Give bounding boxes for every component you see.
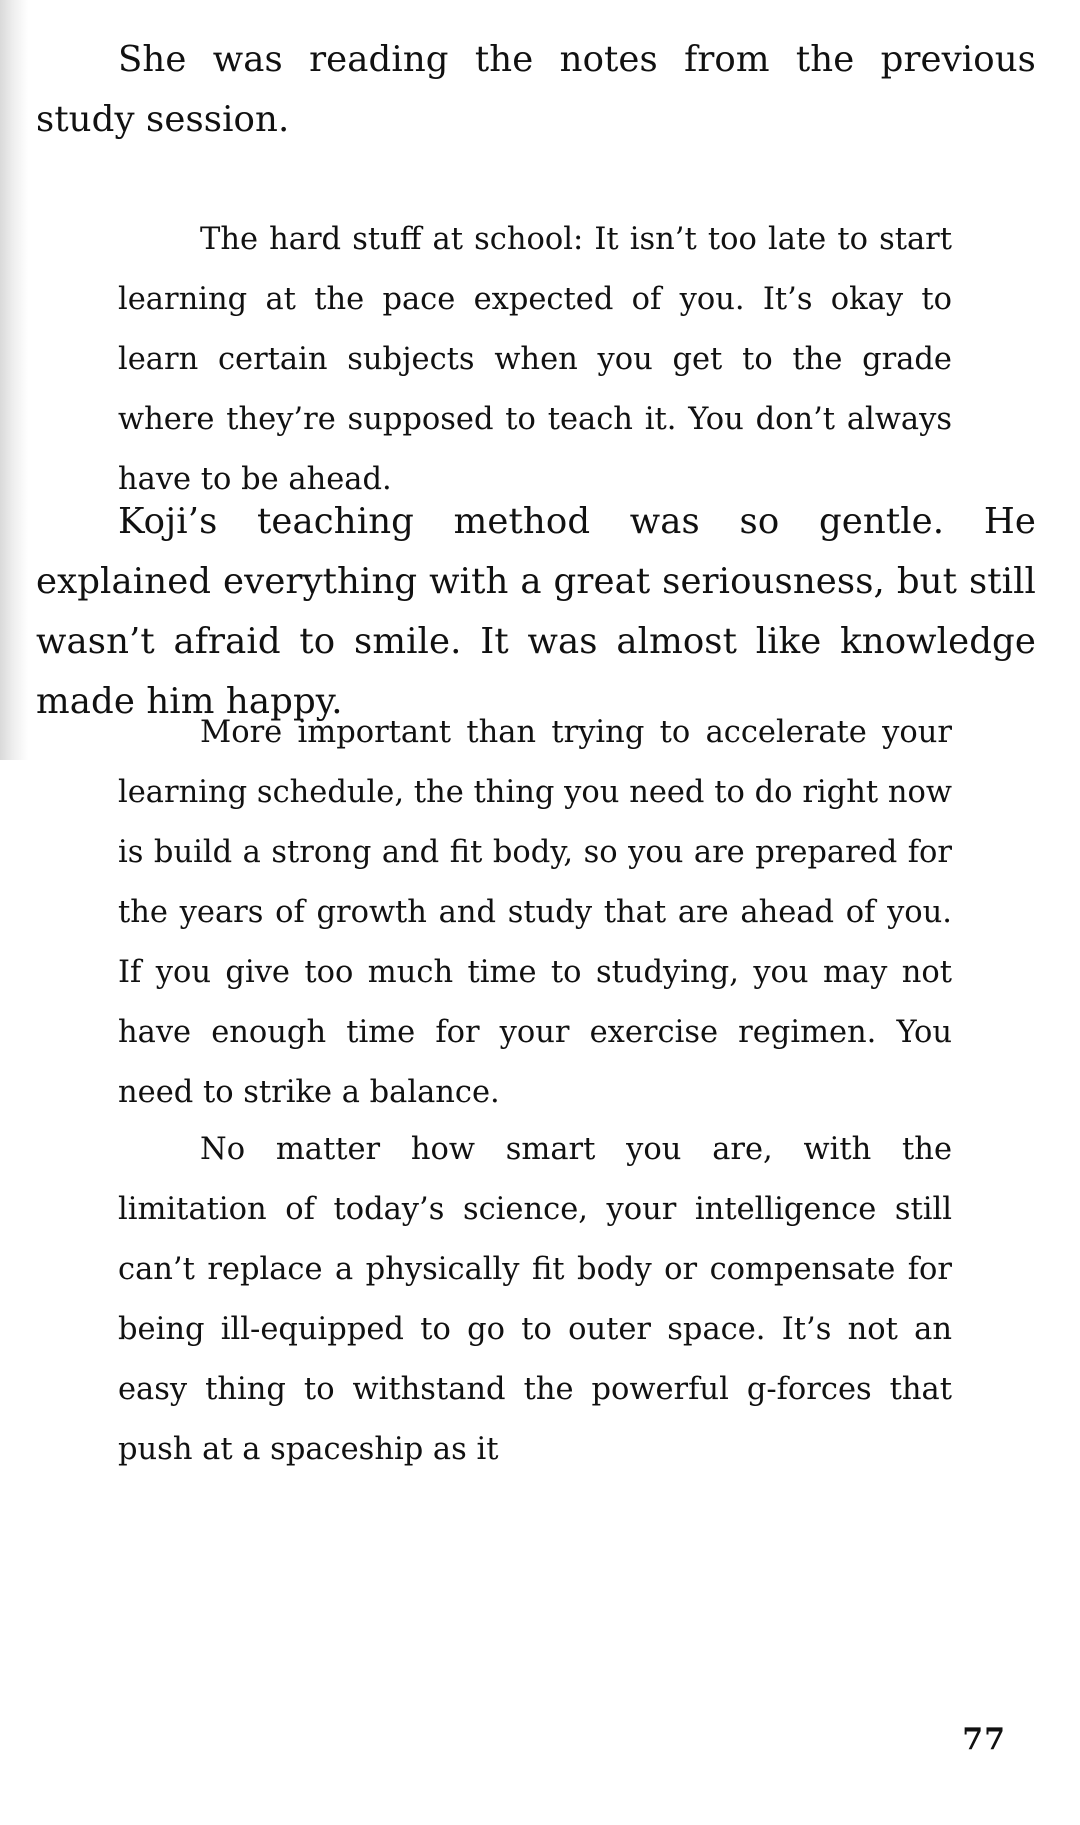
narrative-paragraph: Koji’s teaching method was so gentle. He explained everything with a great seriousness, but still wasn’t afraid to smile. It was almost like knowledge made him happy.	[36, 501, 1036, 722]
narrative-paragraph: She was reading the notes from the previous study session.	[36, 39, 1036, 140]
page-number: 77	[962, 1722, 1006, 1757]
study-note-paragraph: No matter how smart you are, with the limitation of today’s science, your intelligence still can’t replace a physically fit body or compensate for being ill-equipped to go to outer space. It’s not an easy thing to withstand the powerful g-forces that push at a spaceship as it	[118, 1132, 952, 1467]
study-note-paragraph: More important than trying to accelerate your learning schedule, the thing you need to do right now is build a strong and fit body, so you are prepared for the years of growth and study that are ahead of you. If you give too much time to studying, you may not have enough time for your exercise regimen. You need to strike a balance.	[118, 715, 952, 1110]
study-note-paragraph: The hard stuff at school: It isn’t too late to start learning at the pace expected of you. It’s okay to learn certain subjects when you get to the grade where they’re supposed to teach it. You don’t always have to be ahead.	[118, 222, 952, 497]
